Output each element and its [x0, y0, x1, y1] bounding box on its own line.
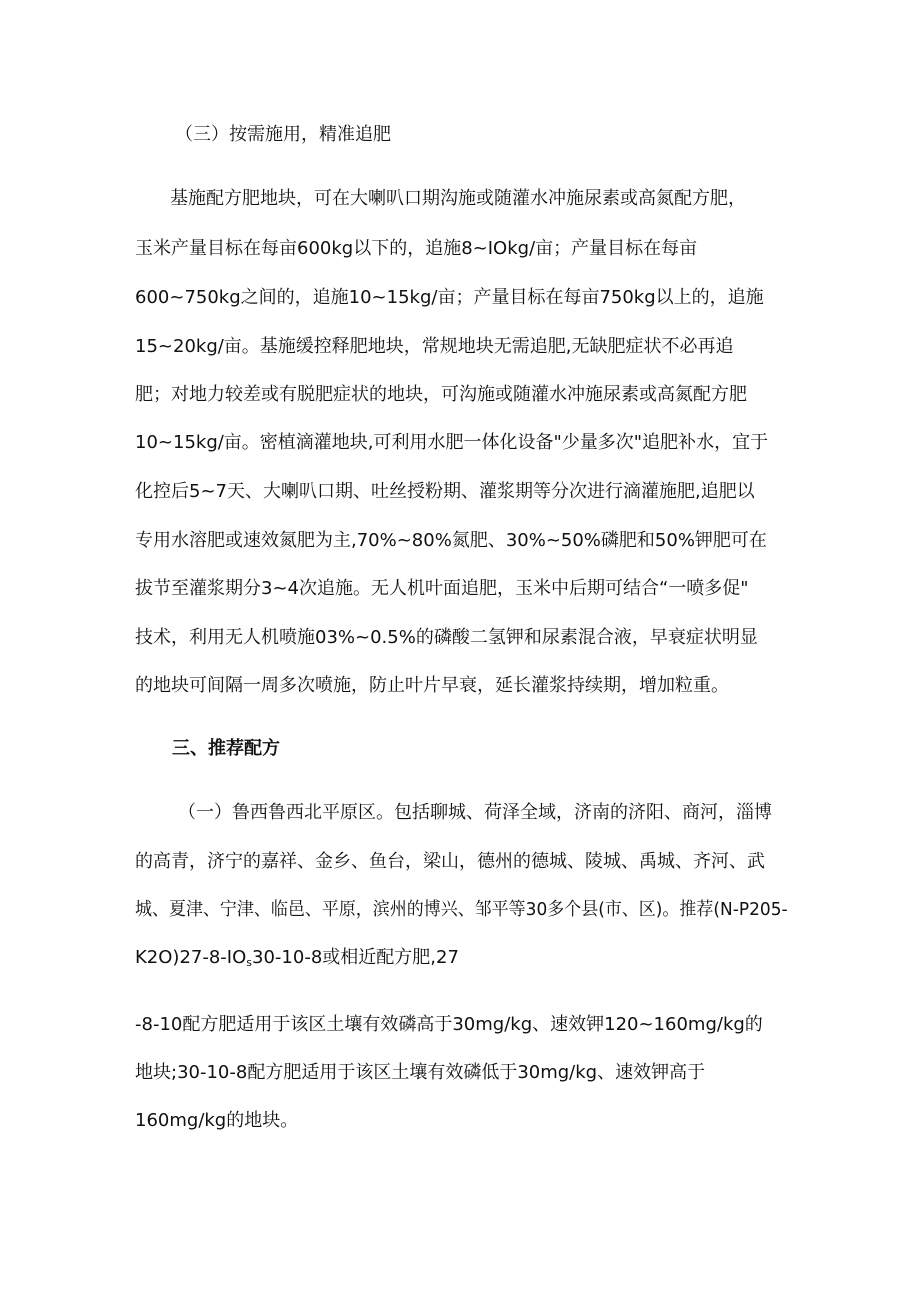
paragraph-line: 专用水溶肥或速效氮肥为主,70%~80%氮肥、30%~50%磷肥和50%钾肥可在 — [135, 530, 767, 551]
paragraph-line: 城、夏津、宁津、临邑、平原，滨州的博兴、邹平等30多个县(市、区)。推荐(N-P205- — [135, 899, 788, 920]
paragraph-line: 基施配方肥地块，可在大喇叭口期沟施或随灌水冲施尿素或高氮配方肥， — [170, 188, 746, 209]
paragraph-line: 地块;30-10-8配方肥适用于该区土壤有效磷低于30mg/kg、速效钾高于 — [135, 1062, 706, 1083]
paragraph-line: （一）鲁西鲁西北平原区。包括聊城、荷泽全域，济南的济阳、商河，淄博 — [178, 802, 772, 823]
formula-prefix: K2O)27-8-IO — [135, 947, 247, 968]
paragraph-line: 技术，利用无人机喷施03%~0.5%的磷酸二氢钾和尿素混合液，早衰症状明显 — [135, 627, 758, 648]
paragraph-line: 600~750kg之间的，追施10~15kg/亩；产量目标在每亩750kg以上的，追施 — [135, 287, 764, 308]
formula-suffix: 30-10-8或相近配方肥,27 — [252, 947, 459, 968]
paragraph-line: 15~20kg/亩。基施缓控释肥地块，常规地块无需追肥,无缺肥症状不必再追 — [135, 336, 734, 357]
paragraph-line-formula — [135, 946, 459, 975]
paragraph-line: 拔节至灌浆期分3~4次追施。无人机叶面追肥，玉米中后期可结合“一喷多促" — [135, 578, 749, 599]
formula-subscript: s — [246, 956, 253, 969]
paragraph-line: 160mg/kg的地块。 — [135, 1110, 299, 1131]
paragraph-line: 的高青，济宁的嘉祥、金乡、鱼台，梁山，德州的德城、陵城、禹城、齐河、武 — [135, 851, 765, 872]
paragraph-line: 的地块可间隔一周多次喷施，防止叶片早衰，延长灌浆持续期，增加粒重。 — [135, 675, 729, 696]
main-heading-recommended-formula: 三、推荐配方 — [172, 738, 280, 759]
section-heading-on-demand: （三）按需施用，精准追肥 — [175, 124, 391, 145]
paragraph-line: 肥；对地力较差或有脱肥症状的地块，可沟施或随灌水冲施尿素或高氮配方肥 — [135, 384, 747, 405]
paragraph-line: 玉米产量目标在每亩600kg以下的，追施8~IOkg/亩；产量目标在每亩 — [135, 238, 698, 259]
paragraph-line: 化控后5~7天、大喇叭口期、吐丝授粉期、灌浆期等分次进行滴灌施肥,追肥以 — [135, 481, 755, 502]
paragraph-line: -8-10配方肥适用于该区土壤有效磷高于30mg∕kg、速效钾120~160mg/kg的 — [135, 1014, 763, 1035]
paragraph-line: 10~15kg∕亩。密植滴灌地块,可利用水肥一体化设备"少量多次"追肥补水，宜于 — [135, 432, 769, 453]
